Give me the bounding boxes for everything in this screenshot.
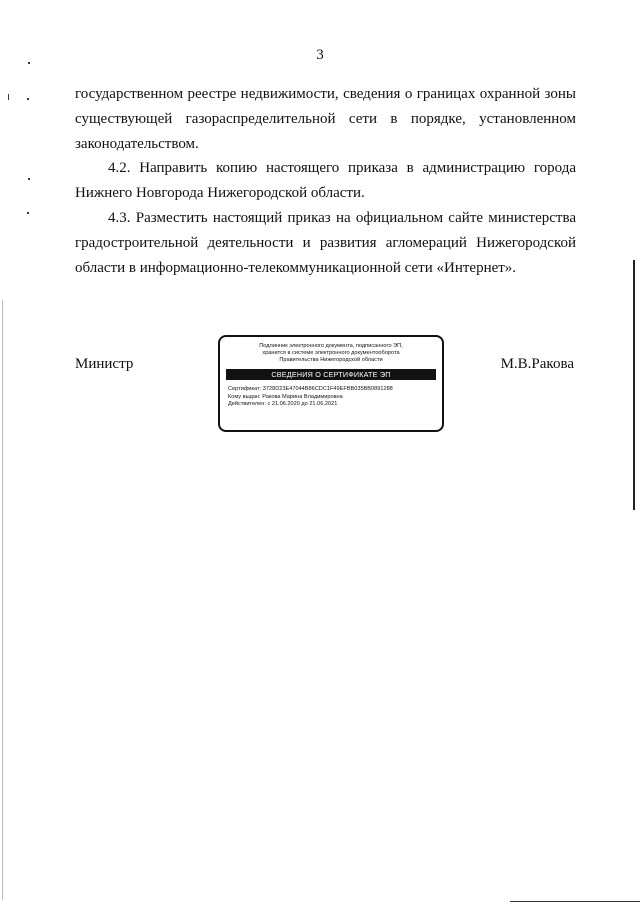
stamp-details xyxy=(228,386,442,409)
certificate-label: Сертификат: xyxy=(228,386,262,392)
scan-mark xyxy=(8,94,9,100)
scan-mark xyxy=(28,62,30,64)
paragraph-line: существующей газораспределительной сети в порядке, установленном xyxy=(75,111,576,127)
issued-to-value: Ракова Марина Владимировна xyxy=(262,393,343,400)
paragraph-line: законодательством. xyxy=(75,136,199,152)
page-number: 3 xyxy=(316,47,324,63)
certificate-value: 3728D23E47044B86CDC1F49EFBB035BB0891288 xyxy=(262,386,393,392)
validity-value: с 21.06.2020 до 21.06.2021 xyxy=(267,401,338,407)
scan-edge-left xyxy=(2,300,3,900)
paragraph-line: государственном реестре недвижимости, сведения о границах охранной зоны xyxy=(75,86,576,102)
scan-edge-bottom xyxy=(510,901,640,902)
scan-edge-right xyxy=(633,260,635,510)
signer-name: М.В.Ракова xyxy=(500,356,574,372)
certificate-row xyxy=(228,386,442,394)
validity-label: Действителен: xyxy=(228,401,266,407)
signer-position: Министр xyxy=(75,356,134,372)
paragraph-registry xyxy=(75,82,576,157)
paragraph-4-3: 4.3. Разместить настоящий приказ на официальном сайте министерства градостроительной деятельности и развития агломераций Нижегородской области в информационно-телекоммуникационной сети «Интернет». xyxy=(75,210,576,276)
scan-mark xyxy=(27,98,29,100)
stamp-header-line: Правительства Нижегородской области xyxy=(279,357,383,363)
e-signature-stamp xyxy=(218,335,444,432)
paragraph-4-2: 4.2. Направить копию настоящего приказа в администрацию города Нижнего Новгорода Нижегородской области. xyxy=(75,160,576,201)
scan-mark xyxy=(28,178,30,180)
validity-row xyxy=(228,401,442,409)
issued-to-label: Кому выдан: xyxy=(228,393,261,400)
stamp-header-line: Подлинник электронного документа, подписанного ЭП, xyxy=(259,343,403,349)
stamp-header-line: хранится в системе электронного документооборота xyxy=(262,350,400,356)
stamp-title-bar: СВЕДЕНИЯ О СЕРТИФИКАТЕ ЭП xyxy=(226,369,436,380)
scan-mark xyxy=(27,212,29,214)
stamp-header xyxy=(220,343,442,364)
issued-to-row xyxy=(228,394,442,402)
